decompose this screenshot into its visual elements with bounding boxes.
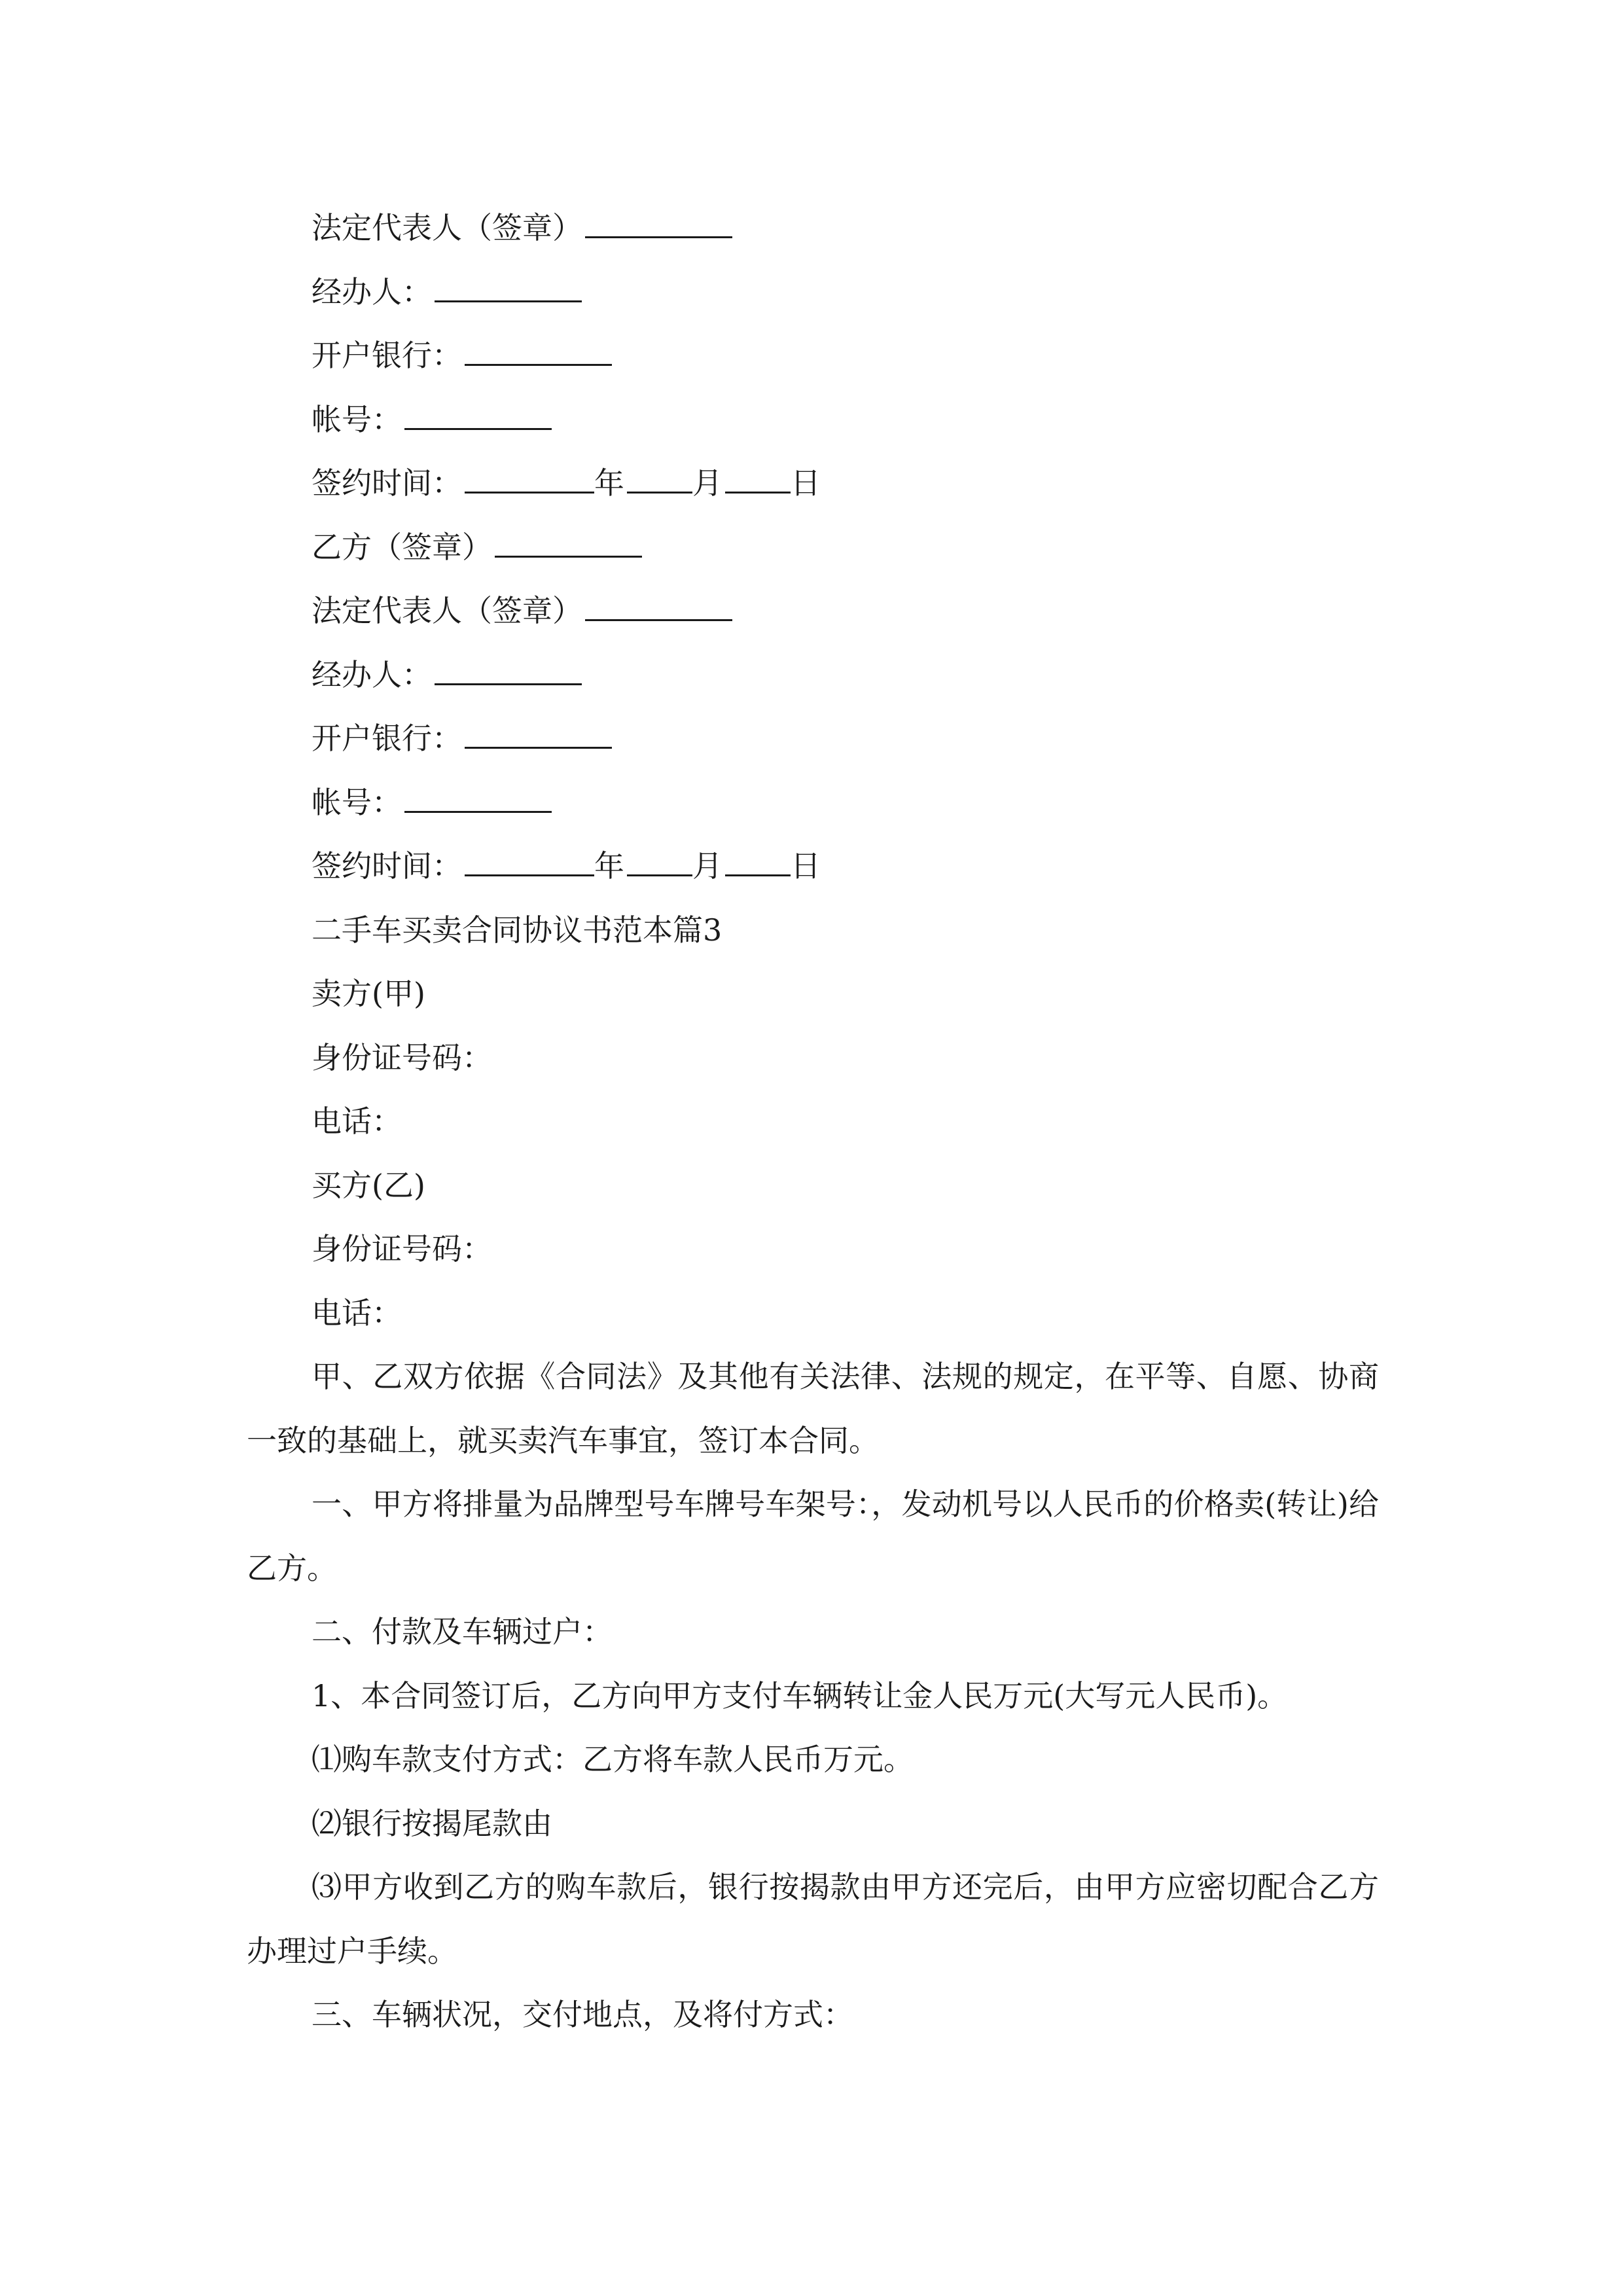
party-a-account-line [247, 388, 1379, 452]
party-b-sign-time-line [247, 834, 1379, 899]
party-b-bank-blank [465, 721, 612, 749]
party-b-month-blank [627, 848, 692, 876]
party-a-agent-line [247, 260, 1379, 325]
party-a-account-label: 帐号： [312, 401, 402, 437]
party-b-account-label: 帐号： [312, 784, 402, 820]
buyer-phone-label: 电话： [312, 1295, 402, 1331]
party-a-year-label: 年 [594, 465, 624, 501]
section-title: 二手车买卖合同协议书范本篇3 [312, 912, 722, 948]
party-b-agent-line [247, 643, 1379, 708]
party-a-year-blank [465, 465, 594, 493]
contract-body [247, 196, 1379, 2047]
party-a-account-blank [404, 402, 552, 430]
party-b-year-label: 年 [594, 848, 624, 884]
party-b-bank-line [247, 707, 1379, 771]
party-a-sign-time-label: 签约时间： [312, 465, 462, 501]
party-b-bank-label: 开户银行： [312, 721, 462, 756]
party-b-day-label: 日 [791, 848, 821, 884]
party-a-legal-rep-blank [585, 210, 732, 238]
party-b-account-blank [404, 785, 552, 813]
party-b-legal-rep-line [247, 579, 1379, 643]
party-a-legal-rep-line [247, 196, 1379, 260]
party-a-legal-rep-label: 法定代表人（签章） [312, 210, 582, 245]
party-a-bank-blank [465, 338, 612, 366]
party-a-month-label: 月 [692, 465, 722, 501]
party-a-sign-time-line [247, 452, 1379, 516]
seller-id-label: 身份证号码： [312, 1039, 492, 1075]
party-b-sign-time-label: 签约时间： [312, 848, 462, 884]
party-b-label: 乙方（签章） [312, 529, 492, 565]
clause-2-1-b-paragraph: ⑵银行按揭尾款由 [312, 1805, 552, 1841]
party-b-account-line [247, 771, 1379, 835]
party-a-bank-label: 开户银行： [312, 338, 462, 373]
buyer-id-label: 身份证号码： [312, 1231, 492, 1266]
seller-label: 卖方(甲) [312, 976, 425, 1011]
party-b-day-blank [725, 848, 791, 876]
party-b-legal-rep-blank [585, 593, 732, 621]
clause-2-1-c-paragraph: ⑶甲方收到乙方的购车款后，银行按揭款由甲方还完后，由甲方应密切配合乙方办理过户手续。 [247, 1869, 1379, 1969]
party-b-agent-label: 经办人： [312, 656, 432, 692]
party-b-year-blank [465, 848, 594, 876]
clause-1-paragraph: 一、甲方将排量为品牌型号车牌号车架号：，发动机号以人民币的价格卖(转让)给乙方。 [247, 1486, 1379, 1586]
party-a-agent-label: 经办人： [312, 274, 432, 310]
party-b-month-label: 月 [692, 848, 722, 884]
seller-phone-label: 电话： [312, 1103, 402, 1139]
party-a-day-label: 日 [791, 465, 821, 501]
party-b-legal-rep-label: 法定代表人（签章） [312, 593, 582, 628]
clause-2-title: 二、付款及车辆过户： [312, 1614, 613, 1649]
clause-2-1-a-paragraph: ⑴购车款支付方式：乙方将车款人民币万元。 [312, 1742, 914, 1777]
clause-2-1-paragraph: 1、本合同签订后，乙方向甲方支付车辆转让金人民万元(大写元人民币)。 [312, 1677, 1288, 1713]
party-a-day-blank [725, 465, 791, 493]
party-b-blank [495, 529, 642, 558]
party-b-agent-blank [435, 657, 582, 685]
intro-paragraph: 甲、乙双方依据《合同法》及其他有关法律、法规的规定，在平等、自愿、协商一致的基础上，就买卖汽车事宜，签订本合同。 [247, 1359, 1379, 1458]
party-b-line [247, 516, 1379, 580]
party-a-month-blank [627, 465, 692, 493]
clause-3-title: 三、车辆状况，交付地点，及将付方式： [312, 1997, 853, 2032]
party-a-agent-blank [435, 274, 582, 302]
party-a-bank-line [247, 324, 1379, 388]
buyer-label: 买方(乙) [312, 1167, 425, 1203]
